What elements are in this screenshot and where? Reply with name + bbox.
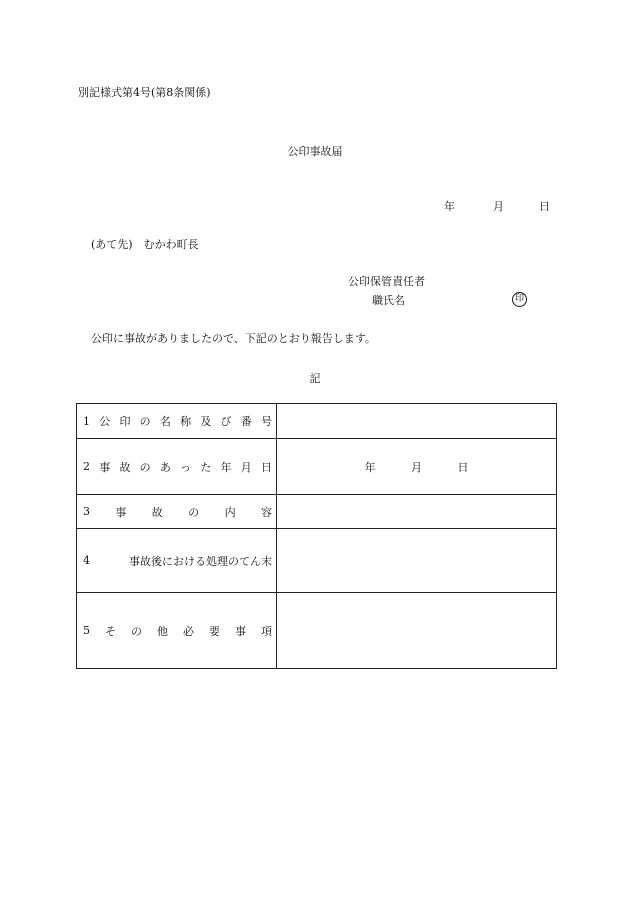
item-label: 3 事 故 の 内 容 (77, 495, 277, 529)
form-reference: 別記様式第4号(第8条関係) (78, 86, 211, 99)
table-row (77, 495, 557, 529)
item-label: 2 事 故 の あ っ た 年 月 日 (77, 439, 277, 495)
table-row (77, 529, 557, 593)
accident-date-month: 月 (411, 460, 422, 474)
item-label: 4 事故後における処理のてん末 (77, 529, 277, 593)
item-value-field[interactable] (277, 529, 557, 593)
item-value-field[interactable] (277, 439, 557, 495)
document-title: 公印事故届 (287, 145, 343, 158)
item-label: 5 そ の 他 必 要 事 項 (77, 593, 277, 669)
item-label: 1 公 印 の 名 称 及 び 番 号 (77, 404, 277, 439)
date-month-label: 月 (493, 200, 504, 213)
ki-heading: 記 (309, 372, 321, 385)
table-row (77, 439, 557, 495)
name-title-label: 職氏名 (372, 294, 405, 307)
item-value-field[interactable] (277, 495, 557, 529)
seal-mark: 印 (512, 292, 527, 307)
date-day-label: 日 (539, 200, 550, 213)
table-row (77, 404, 557, 439)
custodian-label: 公印保管責任者 (348, 275, 425, 288)
addressee: (あて先) むかわ町長 (91, 238, 199, 251)
accident-date-year: 年 (364, 460, 376, 474)
body-text: 公印に事故がありましたので、下記のとおり報告します。 (91, 332, 376, 345)
table-row (77, 593, 557, 669)
items-table (76, 403, 557, 669)
accident-date-day: 日 (457, 460, 469, 474)
item-value-field[interactable] (277, 404, 557, 439)
date-year-label: 年 (444, 200, 455, 213)
item-value-field[interactable] (277, 593, 557, 669)
